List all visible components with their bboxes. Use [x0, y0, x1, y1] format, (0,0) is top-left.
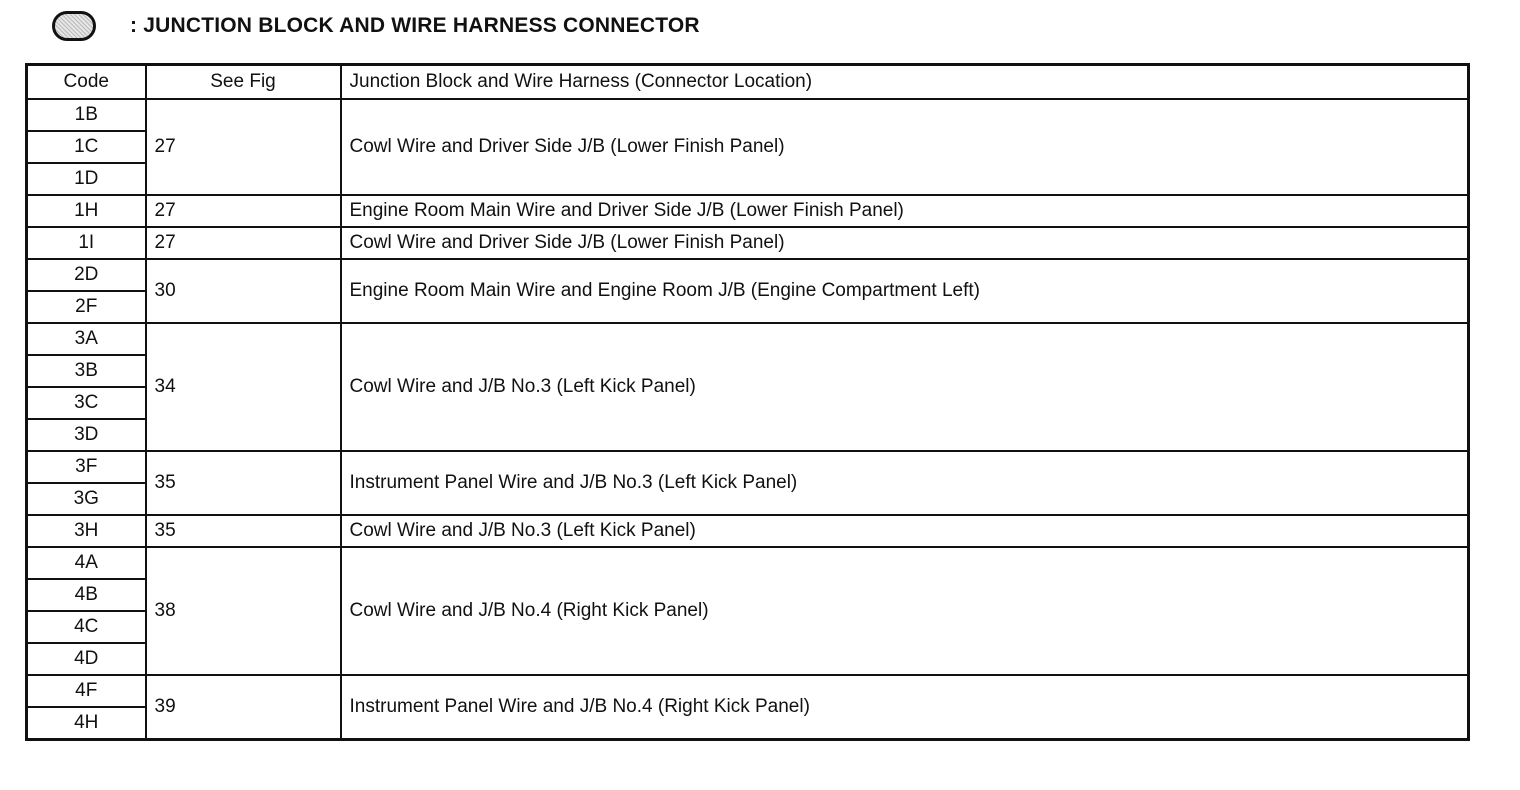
code-cell: 1I [27, 227, 146, 259]
see-fig-cell: 39 [146, 675, 341, 740]
code-cell: 3H [27, 515, 146, 547]
see-fig-cell: 27 [146, 99, 341, 195]
table-row [27, 259, 1469, 291]
table-row [27, 227, 1469, 259]
see-fig-cell: 30 [146, 259, 341, 323]
column-header-see-fig: See Fig [146, 65, 341, 100]
table-row [27, 99, 1469, 131]
location-cell: Cowl Wire and Driver Side J/B (Lower Finish Panel) [341, 227, 1469, 259]
location-cell: Cowl Wire and J/B No.3 (Left Kick Panel) [341, 515, 1469, 547]
see-fig-cell: 34 [146, 323, 341, 451]
see-fig-cell: 27 [146, 195, 341, 227]
code-cell: 4F [27, 675, 146, 707]
code-cell: 3C [27, 387, 146, 419]
code-cell: 2D [27, 259, 146, 291]
see-fig-cell: 35 [146, 451, 341, 515]
location-cell: Engine Room Main Wire and Driver Side J/B (Lower Finish Panel) [341, 195, 1469, 227]
location-cell: Instrument Panel Wire and J/B No.3 (Left Kick Panel) [341, 451, 1469, 515]
see-fig-cell: 38 [146, 547, 341, 675]
location-cell: Cowl Wire and J/B No.4 (Right Kick Panel) [341, 547, 1469, 675]
code-cell: 4B [27, 579, 146, 611]
code-cell: 3G [27, 483, 146, 515]
table-row [27, 515, 1469, 547]
location-cell: Engine Room Main Wire and Engine Room J/B (Engine Compartment Left) [341, 259, 1469, 323]
code-cell: 1D [27, 163, 146, 195]
table-header-row [27, 65, 1469, 100]
code-cell: 2F [27, 291, 146, 323]
table-body [27, 99, 1469, 740]
junction-block-table [25, 63, 1470, 741]
code-cell: 3F [27, 451, 146, 483]
code-cell: 1C [27, 131, 146, 163]
see-fig-cell: 35 [146, 515, 341, 547]
code-cell: 4D [27, 643, 146, 675]
code-cell: 4H [27, 707, 146, 740]
column-header-code: Code [27, 65, 146, 100]
location-cell: Instrument Panel Wire and J/B No.4 (Right Kick Panel) [341, 675, 1469, 740]
see-fig-cell: 27 [146, 227, 341, 259]
connector-oval-icon [52, 11, 96, 41]
table-row [27, 195, 1469, 227]
page-header [52, 6, 700, 46]
table-row [27, 323, 1469, 355]
code-cell: 4C [27, 611, 146, 643]
code-cell: 1H [27, 195, 146, 227]
table-row [27, 547, 1469, 579]
code-cell: 1B [27, 99, 146, 131]
code-cell: 3D [27, 419, 146, 451]
column-header-location: Junction Block and Wire Harness (Connector Location) [341, 65, 1469, 100]
page-title: : JUNCTION BLOCK AND WIRE HARNESS CONNECTOR [130, 14, 700, 37]
table-row [27, 675, 1469, 707]
location-cell: Cowl Wire and Driver Side J/B (Lower Finish Panel) [341, 99, 1469, 195]
location-cell: Cowl Wire and J/B No.3 (Left Kick Panel) [341, 323, 1469, 451]
code-cell: 4A [27, 547, 146, 579]
table-row [27, 451, 1469, 483]
code-cell: 3B [27, 355, 146, 387]
code-cell: 3A [27, 323, 146, 355]
